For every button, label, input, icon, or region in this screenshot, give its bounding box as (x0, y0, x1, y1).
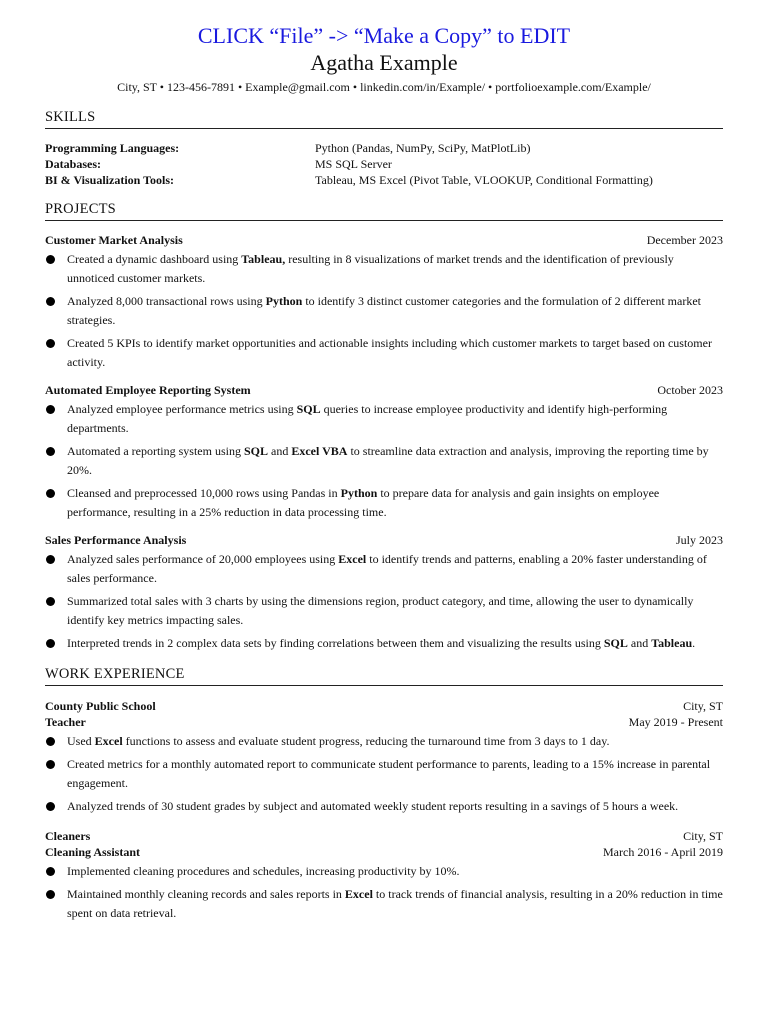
project-entry (45, 232, 723, 372)
bullet-item (45, 797, 723, 816)
candidate-name: Agatha Example (310, 50, 458, 75)
bullet-text: . (692, 636, 696, 650)
bullet-text: Summarized total sales with 3 charts by using the dimensions region, product category, and time, allowing the user to dynamically identify key metrics impacting sales. (67, 594, 694, 627)
bullet-list (45, 550, 723, 653)
bullet-item (45, 634, 723, 653)
skill-row (45, 172, 723, 188)
bullet-dot-icon (46, 297, 55, 306)
bullet-bold-text: Excel (94, 734, 123, 748)
bullet-text: to identify 3 distinct customer categories and the formulation of 2 different market strategies. (67, 294, 701, 327)
bullet-item (45, 484, 723, 522)
bullet-dot-icon (46, 597, 55, 606)
bullet-text: to identify trends and patterns, enabling a 20% faster understanding of sales performance. (67, 552, 707, 585)
bullet-bold-text: SQL (296, 402, 321, 416)
bullet-dot-icon (46, 555, 55, 564)
contact-line: City, ST • 123-456-7891 • Example@gmail.com • linkedin.com/in/Example/ • portfolioexample.com/Example/ (117, 80, 651, 94)
employer-name: Cleaners (45, 829, 91, 843)
bullet-text: Implemented cleaning procedures and schedules, increasing productivity by 10%. (67, 864, 460, 878)
job-dates: May 2019 - Present (628, 715, 723, 729)
skill-value: Python (Pandas, NumPy, SciPy, MatPlotLib) (315, 141, 531, 155)
bullet-list (45, 862, 723, 923)
project-date: December 2023 (646, 233, 723, 247)
job-location: City, ST (683, 829, 723, 843)
skills-list (45, 140, 723, 188)
job-role: Cleaning Assistant (45, 845, 141, 859)
bullet-list (45, 732, 723, 816)
work-experience-heading: WORK EXPERIENCE (45, 665, 723, 686)
bullet-list (45, 250, 723, 372)
job-entry (45, 698, 723, 816)
bullet-dot-icon (46, 867, 55, 876)
skill-value: MS SQL Server (315, 157, 392, 171)
bullet-text: Automated a reporting system using (67, 444, 244, 458)
bullet-text: functions to assess and evaluate student progress, reducing the turnaround time from 3 days to 1 day. (122, 734, 610, 748)
bullet-text: resulting in 8 visualizations of market trends and the identification of previously unnoticed customer markets. (67, 252, 674, 285)
bullet-item (45, 885, 723, 923)
bullet-text: to track trends of financial analysis, resulting in a 20% reduction in time spent on data retrieval. (67, 887, 723, 920)
bullet-text: Analyzed trends of 30 student grades by subject and automated weekly student reports resulting in a savings of 5 hours a week. (67, 799, 679, 813)
bullet-text: queries to increase employee productivity and identify high-performing departments. (67, 402, 668, 435)
bullet-text: to prepare data for analysis and gain insights on employee performance, resulting in a 25% reduction in data processing time. (67, 486, 660, 519)
bullet-dot-icon (46, 802, 55, 811)
project-title: Sales Performance Analysis (45, 533, 187, 547)
skills-heading: SKILLS (45, 108, 723, 129)
edit-instruction-banner: CLICK “File” -> “Make a Copy” to EDIT (197, 23, 571, 48)
bullet-dot-icon (46, 339, 55, 348)
skills-section (45, 108, 723, 188)
bullet-bold-text: Excel VBA (291, 444, 348, 458)
project-entry (45, 532, 723, 653)
skill-value: Tableau, MS Excel (Pivot Table, VLOOKUP, Conditional Formatting) (315, 173, 653, 187)
bullet-text: Created metrics for a monthly automated report to communicate student performance to parents, leading to a 15% increase in parental engagement. (67, 757, 711, 790)
bullet-text: Maintained monthly cleaning records and sales reports in (67, 887, 345, 901)
projects-heading: PROJECTS (45, 200, 723, 221)
bullet-bold-text: Python (340, 486, 378, 500)
bullet-item (45, 442, 723, 480)
bullet-text: Analyzed employee performance metrics using (67, 402, 297, 416)
bullet-dot-icon (46, 737, 55, 746)
job-role: Teacher (45, 715, 86, 729)
project-entry (45, 382, 723, 522)
bullet-dot-icon (46, 405, 55, 414)
bullet-text: Analyzed sales performance of 20,000 employees using (67, 552, 339, 566)
bullet-item (45, 334, 723, 372)
project-date: July 2023 (675, 533, 723, 547)
project-title: Automated Employee Reporting System (45, 383, 251, 397)
bullet-item (45, 250, 723, 288)
bullet-dot-icon (46, 890, 55, 899)
bullet-text: Used (67, 734, 95, 748)
work-experience-section (45, 665, 723, 923)
skill-label: BI & Visualization Tools: (45, 173, 175, 187)
project-date: October 2023 (657, 383, 723, 397)
skill-label: Programming Languages: (45, 141, 180, 155)
bullet-bold-text: SQL (243, 444, 268, 458)
bullet-bold-text: Excel (344, 887, 373, 901)
bullet-bold-text: SQL (603, 636, 628, 650)
bullet-dot-icon (46, 255, 55, 264)
bullet-item (45, 732, 723, 751)
skill-row (45, 156, 723, 172)
skill-label: Databases: (45, 157, 101, 171)
employer-name: County Public School (45, 699, 156, 713)
bullet-dot-icon (46, 447, 55, 456)
bullet-bold-text: Tableau, (241, 252, 286, 266)
job-location: City, ST (683, 699, 723, 713)
bullet-item (45, 292, 723, 330)
bullet-text: Interpreted trends in 2 complex data sets by finding correlations between them and visualizing the results using (67, 636, 604, 650)
job-dates: March 2016 - April 2019 (603, 845, 723, 859)
bullet-text: and (268, 444, 292, 458)
projects-section (45, 200, 723, 653)
bullet-text: Cleansed and preprocessed 10,000 rows using Pandas in (67, 486, 341, 500)
bullet-dot-icon (46, 639, 55, 648)
resume-page (45, 22, 723, 927)
bullet-text: Created a dynamic dashboard using (67, 252, 242, 266)
bullet-list (45, 400, 723, 522)
bullet-text: Analyzed 8,000 transactional rows using (67, 294, 266, 308)
skill-row (45, 140, 723, 156)
bullet-bold-text: Python (265, 294, 303, 308)
bullet-item (45, 755, 723, 793)
bullet-item (45, 550, 723, 588)
bullet-item (45, 400, 723, 438)
bullet-text: Created 5 KPIs to identify market opportunities and actionable insights including which customer markets to target based on customer activity. (67, 336, 712, 369)
bullet-dot-icon (46, 489, 55, 498)
project-title: Customer Market Analysis (45, 233, 183, 247)
bullet-bold-text: Tableau (651, 636, 693, 650)
bullet-item (45, 862, 723, 881)
job-entry (45, 828, 723, 923)
bullet-text: to streamline data extraction and analysis, improving the reporting time by 20%. (67, 444, 709, 477)
bullet-text: and (627, 636, 652, 650)
bullet-bold-text: Excel (338, 552, 367, 566)
bullet-dot-icon (46, 760, 55, 769)
bullet-item (45, 592, 723, 630)
